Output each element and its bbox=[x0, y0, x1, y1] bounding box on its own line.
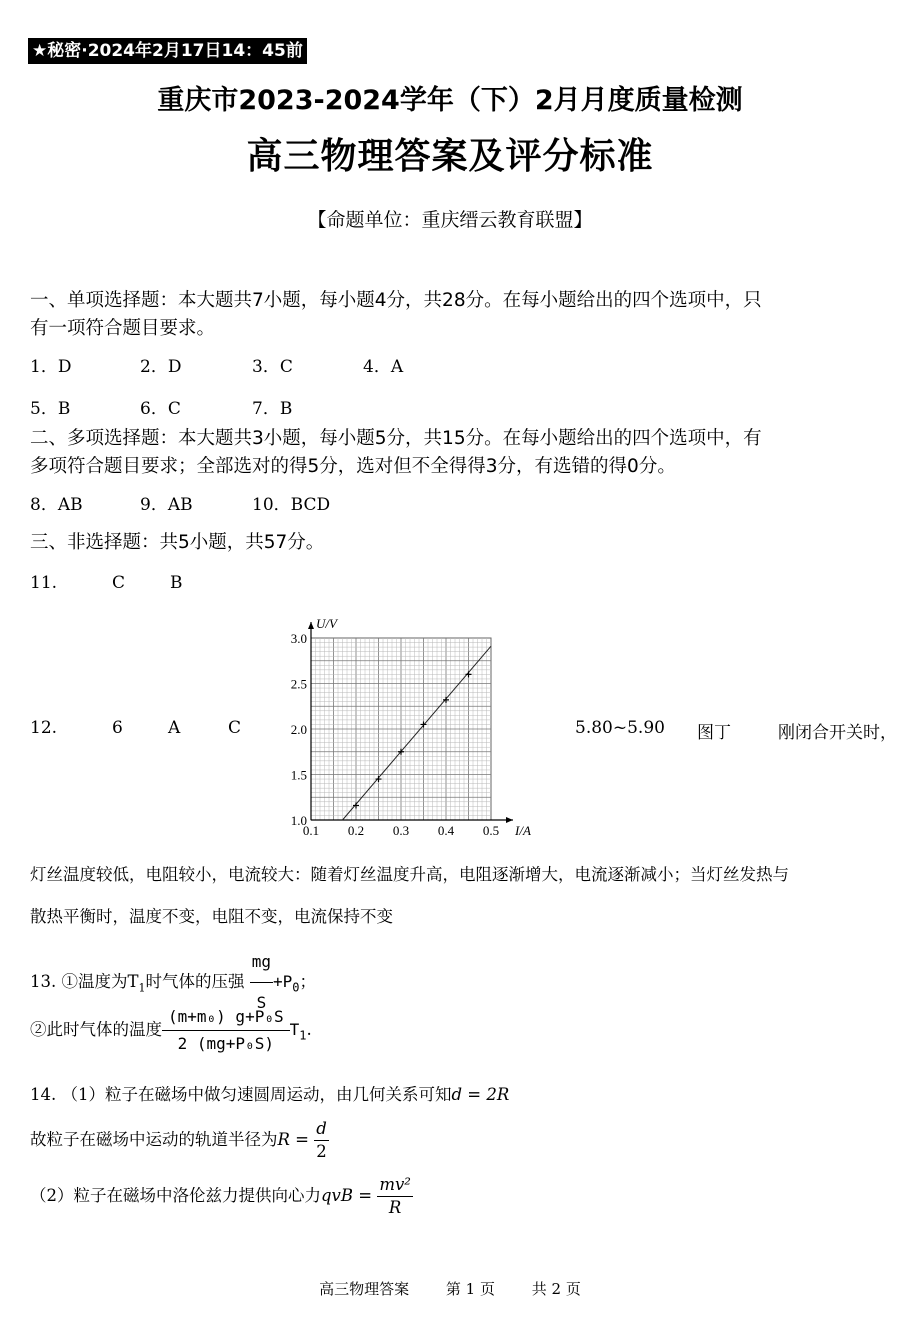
q14-line2-lhs: R = bbox=[277, 1130, 309, 1149]
q14-line1-eq: d = 2R bbox=[451, 1085, 510, 1104]
x-tick-label: 0.1 bbox=[302, 823, 320, 838]
x-axis-arrow bbox=[506, 817, 513, 823]
section2-heading-line1: 二、多项选择题：本大题共3小题，每小题5分，共15分。在每小题给出的四个选项中，有 bbox=[30, 428, 762, 449]
q13-part2-suffix: T bbox=[289, 1020, 300, 1039]
answer-8: 8．AB bbox=[30, 495, 83, 515]
q13-part2-prefix: ②此时气体的温度 bbox=[30, 1020, 162, 1039]
y-tick-label: 3.0 bbox=[290, 631, 307, 646]
confidential-label: ★秘密·2024年2月17日14：45前 bbox=[28, 38, 307, 64]
answer-9: 9．AB bbox=[140, 495, 193, 515]
q14-line3-lhs: qvB = bbox=[321, 1186, 373, 1205]
answer-5: 5．B bbox=[30, 399, 71, 419]
q14-frac-den: 2 bbox=[316, 1142, 327, 1161]
q13-part2-end: . bbox=[306, 1020, 312, 1039]
q14-force-fraction bbox=[377, 1174, 413, 1219]
q13-number: 13. bbox=[30, 972, 57, 991]
q13-part2 bbox=[30, 1002, 312, 1063]
q13-part1-sub2: 0 bbox=[292, 980, 300, 995]
q13-frac-den: S bbox=[256, 993, 267, 1012]
section2-heading-line2: 多项符合题目要求；全部选对的得5分，选对但不全得得3分，有选错的得0分。 bbox=[30, 456, 676, 477]
q13-part1-end: ； bbox=[299, 972, 317, 991]
q14-line2-text: 故粒子在磁场中运动的轨道半径为 bbox=[30, 1130, 278, 1149]
answer-6: 6．C bbox=[140, 399, 181, 419]
q12-answer-2: A bbox=[168, 718, 181, 738]
y-axis-arrow bbox=[308, 622, 314, 629]
x-axis-label: I/A bbox=[515, 823, 531, 838]
page-footer bbox=[0, 1278, 900, 1299]
q12-answer-3: C bbox=[228, 718, 242, 738]
iv-chart bbox=[280, 610, 540, 846]
q14-line1-text: （1）粒子在磁场中做匀速圆周运动，由几何关系可知 bbox=[61, 1085, 452, 1104]
y-axis-label: U/V bbox=[316, 616, 337, 631]
q12-explanation-line1: 灯丝温度较低，电阻较小，电流较大：随着灯丝温度升高，电阻逐渐增大，电流逐渐减小；当灯丝发热与 bbox=[30, 865, 789, 884]
q13-part1-mid: 时气体的压强 bbox=[145, 972, 245, 991]
document-title: 高三物理答案及评分标准 bbox=[246, 136, 654, 177]
q13-temperature-fraction bbox=[162, 1004, 290, 1057]
section3-heading: 三、非选择题：共5小题，共57分。 bbox=[30, 532, 325, 553]
q12-answer-1: 6 bbox=[112, 718, 123, 738]
answer-10: 10．BCD bbox=[252, 495, 331, 515]
q14-frac3-den: R bbox=[388, 1198, 402, 1217]
q11-answer-1: C bbox=[112, 573, 126, 593]
q13-frac-num: mg bbox=[250, 942, 273, 983]
q13-frac2-den: 2 (mg+P₀S) bbox=[177, 1034, 274, 1053]
q12-explanation-line2: 散热平衡时，温度不变，电阻不变，电流保持不变 bbox=[30, 907, 393, 926]
q14-frac-num: d bbox=[314, 1118, 329, 1141]
q14-line1 bbox=[30, 1081, 509, 1105]
x-tick-label: 0.2 bbox=[347, 823, 365, 838]
footer-subject: 高三物理答案 bbox=[319, 1280, 410, 1298]
answer-7: 7．B bbox=[252, 399, 293, 419]
q14-radius-fraction bbox=[314, 1118, 329, 1163]
q13-part2-sub: 1 bbox=[299, 1028, 307, 1043]
q14-line3 bbox=[30, 1170, 413, 1222]
y-tick-label: 1.5 bbox=[290, 767, 307, 783]
exam-title: 重庆市2023-2024学年（下）2月月度质量检测 bbox=[157, 85, 743, 116]
q13-part1-prefix: ①温度为T bbox=[61, 972, 139, 991]
answer-4: 4．A bbox=[363, 357, 404, 377]
footer-total: 共 2 页 bbox=[531, 1280, 581, 1298]
q12-number: 12. bbox=[30, 718, 58, 738]
q12-answer-5: 图丁 bbox=[697, 723, 731, 743]
answer-2: 2．D bbox=[140, 357, 182, 377]
answer-3: 3．C bbox=[252, 357, 293, 377]
x-tick-label: 0.5 bbox=[482, 823, 500, 838]
q13-part1-sub: 1 bbox=[138, 981, 146, 995]
author-unit: 【命题单位：重庆缙云教育联盟】 bbox=[307, 209, 593, 231]
x-tick-label: 0.4 bbox=[437, 823, 455, 838]
x-tick-label: 0.3 bbox=[392, 823, 410, 838]
q14-frac3-num: mv² bbox=[377, 1174, 413, 1197]
q14-line3-text: （2）粒子在磁场中洛伦兹力提供向心力 bbox=[30, 1186, 321, 1205]
q13-part1-suffix: +P bbox=[273, 972, 293, 991]
q14-line2 bbox=[30, 1115, 329, 1165]
y-tick-label: 2.0 bbox=[290, 722, 307, 737]
footer-page: 第 1 页 bbox=[445, 1280, 495, 1298]
answer-1: 1．D bbox=[30, 357, 72, 377]
q13-frac2-num: (m+m₀) g+P₀S bbox=[162, 1004, 290, 1031]
q14-number: 14. bbox=[30, 1085, 57, 1104]
q12-answer-6: 刚闭合开关时， bbox=[778, 723, 897, 743]
section1-heading-line2: 有一项符合题目要求。 bbox=[30, 318, 216, 339]
q11-answer-2: B bbox=[170, 573, 183, 593]
y-tick-label: 2.5 bbox=[290, 676, 307, 692]
section1-heading-line1: 一、单项选择题：本大题共7小题，每小题4分，共28分。在每小题给出的四个选项中，只 bbox=[30, 290, 762, 311]
q11-number: 11. bbox=[30, 573, 58, 593]
y-tick-label: 1.0 bbox=[290, 813, 307, 828]
q12-answer-4: 5.80~5.90 bbox=[575, 718, 665, 738]
